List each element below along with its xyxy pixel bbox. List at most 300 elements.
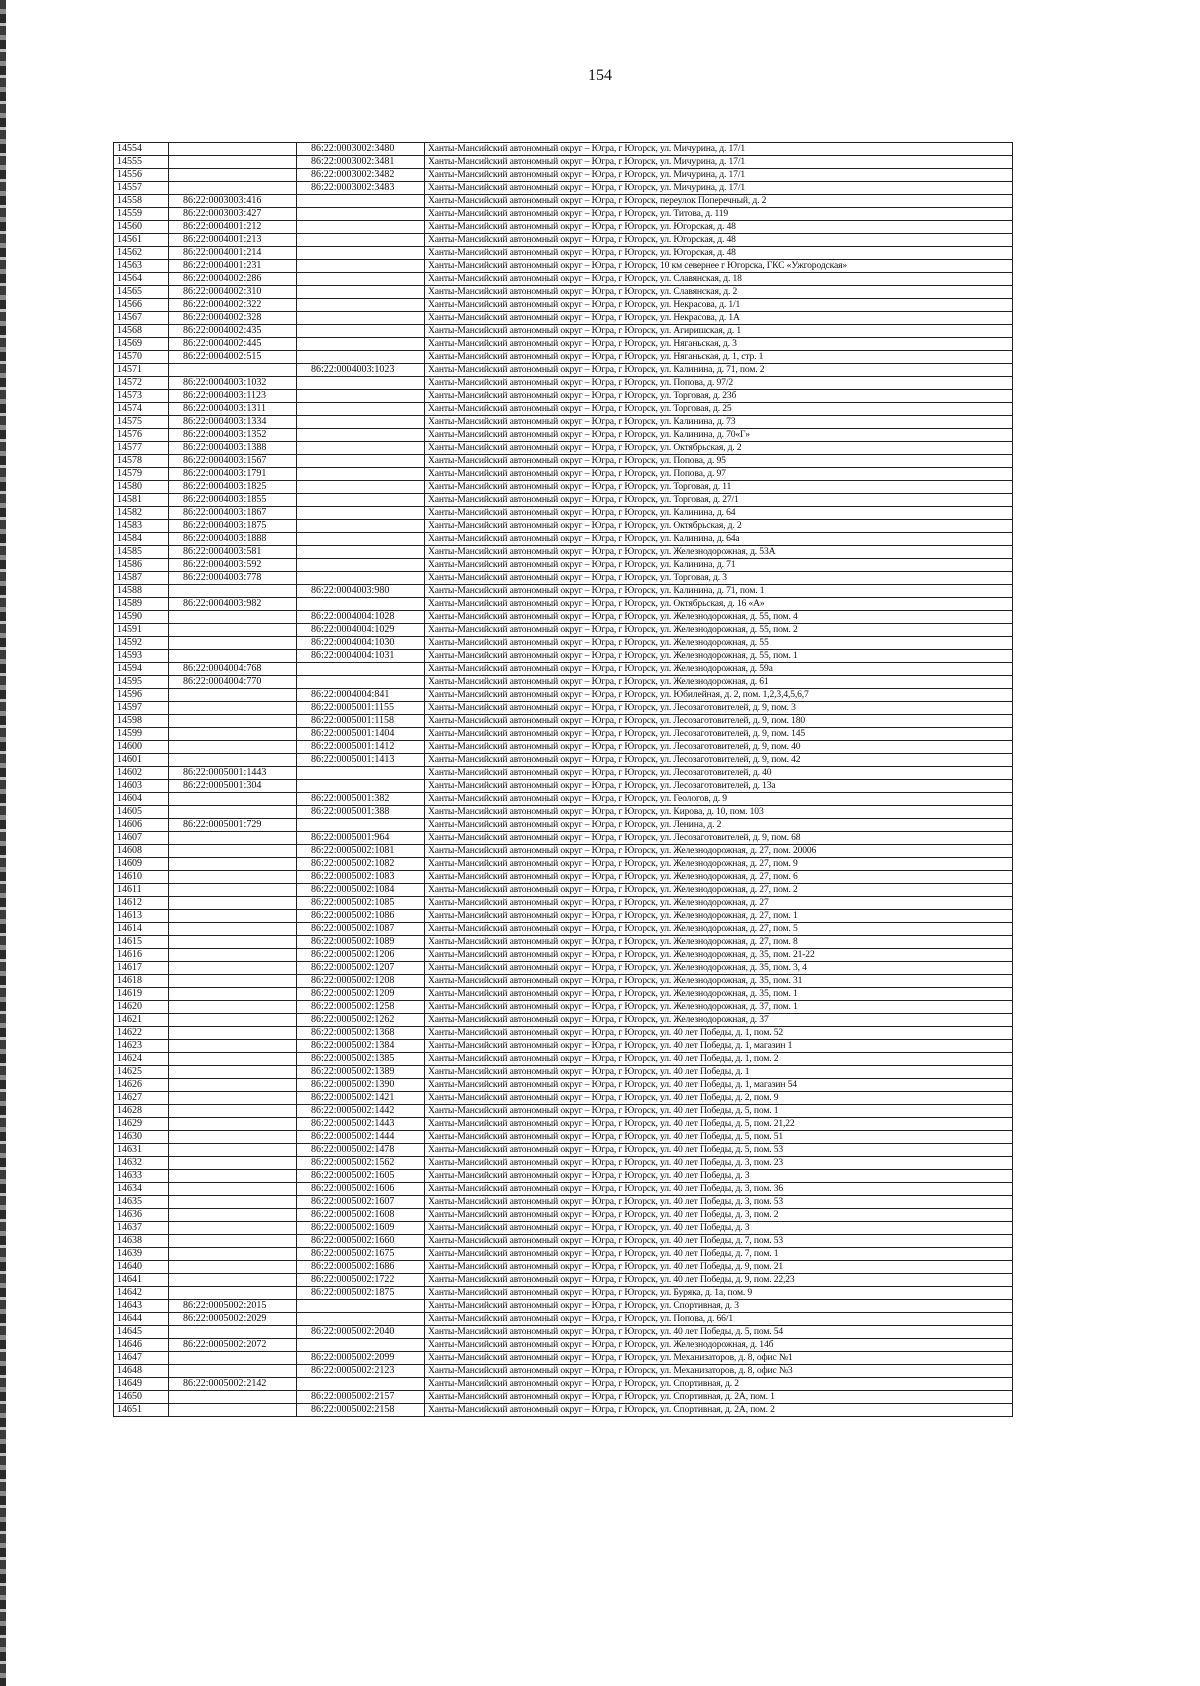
address-cell: Ханты-Мансийский автономный округ – Югра, г Югорск, ул. Югорская, д. 48: [425, 234, 1013, 247]
table-row: [114, 247, 1013, 260]
address-cell: Ханты-Мансийский автономный округ – Югра, г Югорск, ул. 40 лет Победы, д. 3: [425, 1222, 1013, 1235]
table-row: [114, 975, 1013, 988]
row-number-cell: 14650: [114, 1391, 169, 1404]
table-row: [114, 286, 1013, 299]
address-cell: Ханты-Мансийский автономный округ – Югра, г Югорск, ул. Ленина, д. 2: [425, 819, 1013, 832]
address-cell: Ханты-Мансийский автономный округ – Югра, г Югорск, ул. 40 лет Победы, д. 1, пом. 52: [425, 1027, 1013, 1040]
row-number-cell: 14648: [114, 1365, 169, 1378]
register-table-body: [114, 143, 1013, 1417]
table-row: [114, 585, 1013, 598]
row-number-cell: 14635: [114, 1196, 169, 1209]
address-cell: Ханты-Мансийский автономный округ – Югра, г Югорск, ул. Калинина, д. 71: [425, 559, 1013, 572]
land-cadastral-number-cell: 86:22:0004001:214: [169, 247, 297, 260]
table-row: [114, 1391, 1013, 1404]
address-cell: Ханты-Мансийский автономный округ – Югра, г Югорск, ул. Мичурина, д. 17/1: [425, 169, 1013, 182]
building-cadastral-number-cell: 86:22:0005002:1875: [297, 1287, 425, 1300]
land-cadastral-number-cell: 86:22:0004001:231: [169, 260, 297, 273]
address-cell: Ханты-Мансийский автономный округ – Югра, г Югорск, ул. Попова, д. 66/1: [425, 1313, 1013, 1326]
address-cell: Ханты-Мансийский автономный округ – Югра, г Югорск, ул. Попова, д. 97: [425, 468, 1013, 481]
row-number-cell: 14622: [114, 1027, 169, 1040]
land-cadastral-number-cell: 86:22:0004001:213: [169, 234, 297, 247]
row-number-cell: 14629: [114, 1118, 169, 1131]
table-row: [114, 858, 1013, 871]
table-row: [114, 156, 1013, 169]
address-cell: Ханты-Мансийский автономный округ – Югра, г Югорск, ул. 40 лет Победы, д. 1, пом. 2: [425, 1053, 1013, 1066]
table-row: [114, 208, 1013, 221]
address-cell: Ханты-Мансийский автономный округ – Югра, г Югорск, ул. Железнодорожная, д. 53А: [425, 546, 1013, 559]
table-row: [114, 741, 1013, 754]
row-number-cell: 14591: [114, 624, 169, 637]
land-cadastral-number-cell: 86:22:0004002:515: [169, 351, 297, 364]
table-row: [114, 780, 1013, 793]
building-cadastral-number-cell: [297, 1378, 425, 1391]
land-cadastral-number-cell: 86:22:0003003:416: [169, 195, 297, 208]
land-cadastral-number-cell: [169, 637, 297, 650]
address-cell: Ханты-Мансийский автономный округ – Югра, г Югорск, ул. Некрасова, д. 1/1: [425, 299, 1013, 312]
row-number-cell: 14607: [114, 832, 169, 845]
row-number-cell: 14640: [114, 1261, 169, 1274]
address-cell: Ханты-Мансийский автономный округ – Югра, г Югорск, ул. 40 лет Победы, д. 2, пом. 9: [425, 1092, 1013, 1105]
building-cadastral-number-cell: 86:22:0005001:388: [297, 806, 425, 819]
table-row: [114, 910, 1013, 923]
table-row: [114, 1274, 1013, 1287]
table-row: [114, 442, 1013, 455]
building-cadastral-number-cell: 86:22:0005002:1478: [297, 1144, 425, 1157]
table-row: [114, 1027, 1013, 1040]
address-cell: Ханты-Мансийский автономный округ – Югра, г Югорск, ул. Лесозаготовителей, д. 13а: [425, 780, 1013, 793]
table-row: [114, 1014, 1013, 1027]
address-cell: Ханты-Мансийский автономный округ – Югра, г Югорск, ул. Железнодорожная, д. 37, пом. 1: [425, 1001, 1013, 1014]
address-cell: Ханты-Мансийский автономный округ – Югра, г Югорск, ул. 40 лет Победы, д. 7, пом. 53: [425, 1235, 1013, 1248]
row-number-cell: 14559: [114, 208, 169, 221]
land-cadastral-number-cell: [169, 897, 297, 910]
row-number-cell: 14623: [114, 1040, 169, 1053]
address-cell: Ханты-Мансийский автономный округ – Югра, г Югорск, ул. Мичурина, д. 17/1: [425, 143, 1013, 156]
row-number-cell: 14554: [114, 143, 169, 156]
land-cadastral-number-cell: 86:22:0004002:310: [169, 286, 297, 299]
row-number-cell: 14564: [114, 273, 169, 286]
land-cadastral-number-cell: 86:22:0004003:1352: [169, 429, 297, 442]
row-number-cell: 14647: [114, 1352, 169, 1365]
table-row: [114, 871, 1013, 884]
building-cadastral-number-cell: 86:22:0005002:2040: [297, 1326, 425, 1339]
row-number-cell: 14572: [114, 377, 169, 390]
table-row: [114, 1378, 1013, 1391]
building-cadastral-number-cell: [297, 663, 425, 676]
table-row: [114, 1066, 1013, 1079]
building-cadastral-number-cell: [297, 455, 425, 468]
row-number-cell: 14619: [114, 988, 169, 1001]
land-cadastral-number-cell: [169, 936, 297, 949]
address-cell: Ханты-Мансийский автономный округ – Югра, г Югорск, ул. Железнодорожная, д. 14б: [425, 1339, 1013, 1352]
land-cadastral-number-cell: [169, 871, 297, 884]
address-cell: Ханты-Мансийский автономный округ – Югра, г Югорск, ул. 40 лет Победы, д. 5, пом. 1: [425, 1105, 1013, 1118]
row-number-cell: 14613: [114, 910, 169, 923]
address-cell: Ханты-Мансийский автономный округ – Югра, г Югорск, ул. Железнодорожная, д. 35, пом. 31: [425, 975, 1013, 988]
row-number-cell: 14568: [114, 325, 169, 338]
table-row: [114, 325, 1013, 338]
address-cell: Ханты-Мансийский автономный округ – Югра, г Югорск, ул. Буряка, д. 1а, пом. 9: [425, 1287, 1013, 1300]
row-number-cell: 14573: [114, 390, 169, 403]
row-number-cell: 14625: [114, 1066, 169, 1079]
land-cadastral-number-cell: [169, 156, 297, 169]
row-number-cell: 14594: [114, 663, 169, 676]
address-cell: Ханты-Мансийский автономный округ – Югра, г Югорск, ул. Железнодорожная, д. 27, пом. 20006: [425, 845, 1013, 858]
row-number-cell: 14589: [114, 598, 169, 611]
building-cadastral-number-cell: 86:22:0005002:1209: [297, 988, 425, 1001]
table-row: [114, 1092, 1013, 1105]
address-cell: Ханты-Мансийский автономный округ – Югра, г Югорск, ул. Калинина, д. 64: [425, 507, 1013, 520]
building-cadastral-number-cell: [297, 442, 425, 455]
row-number-cell: 14642: [114, 1287, 169, 1300]
land-cadastral-number-cell: [169, 1222, 297, 1235]
land-cadastral-number-cell: [169, 1183, 297, 1196]
table-row: [114, 949, 1013, 962]
building-cadastral-number-cell: 86:22:0005002:1390: [297, 1079, 425, 1092]
building-cadastral-number-cell: 86:22:0005002:1385: [297, 1053, 425, 1066]
row-number-cell: 14627: [114, 1092, 169, 1105]
table-row: [114, 273, 1013, 286]
address-cell: Ханты-Мансийский автономный округ – Югра, г Югорск, ул. Мичурина, д. 17/1: [425, 156, 1013, 169]
building-cadastral-number-cell: 86:22:0005002:1083: [297, 871, 425, 884]
table-row: [114, 351, 1013, 364]
address-cell: Ханты-Мансийский автономный округ – Югра, г Югорск, ул. Спортивная, д. 3: [425, 1300, 1013, 1313]
table-row: [114, 416, 1013, 429]
land-cadastral-number-cell: [169, 884, 297, 897]
table-row: [114, 1001, 1013, 1014]
building-cadastral-number-cell: 86:22:0004004:1029: [297, 624, 425, 637]
building-cadastral-number-cell: 86:22:0005002:1084: [297, 884, 425, 897]
building-cadastral-number-cell: 86:22:0005002:1675: [297, 1248, 425, 1261]
land-cadastral-number-cell: [169, 1092, 297, 1105]
building-cadastral-number-cell: 86:22:0005001:1404: [297, 728, 425, 741]
building-cadastral-number-cell: 86:22:0005002:1606: [297, 1183, 425, 1196]
land-cadastral-number-cell: [169, 1040, 297, 1053]
address-cell: Ханты-Мансийский автономный округ – Югра, г Югорск, ул. Геологов, д. 9: [425, 793, 1013, 806]
address-cell: Ханты-Мансийский автономный округ – Югра, г Югорск, ул. 40 лет Победы, д. 7, пом. 1: [425, 1248, 1013, 1261]
building-cadastral-number-cell: 86:22:0005002:1262: [297, 1014, 425, 1027]
address-cell: Ханты-Мансийский автономный округ – Югра, г Югорск, ул. Железнодорожная, д. 55, пом. 1: [425, 650, 1013, 663]
table-row: [114, 221, 1013, 234]
table-row: [114, 702, 1013, 715]
table-row: [114, 143, 1013, 156]
row-number-cell: 14637: [114, 1222, 169, 1235]
building-cadastral-number-cell: 86:22:0004004:1030: [297, 637, 425, 650]
table-row: [114, 1365, 1013, 1378]
building-cadastral-number-cell: [297, 416, 425, 429]
row-number-cell: 14631: [114, 1144, 169, 1157]
table-row: [114, 1040, 1013, 1053]
table-row: [114, 936, 1013, 949]
table-row: [114, 1183, 1013, 1196]
address-cell: Ханты-Мансийский автономный округ – Югра, г Югорск, ул. 40 лет Победы, д. 9, пом. 22,23: [425, 1274, 1013, 1287]
land-cadastral-number-cell: [169, 845, 297, 858]
row-number-cell: 14608: [114, 845, 169, 858]
building-cadastral-number-cell: 86:22:0005002:1208: [297, 975, 425, 988]
table-row: [114, 767, 1013, 780]
building-cadastral-number-cell: [297, 494, 425, 507]
land-cadastral-number-cell: 86:22:0005001:1443: [169, 767, 297, 780]
row-number-cell: 14593: [114, 650, 169, 663]
table-row: [114, 481, 1013, 494]
building-cadastral-number-cell: 86:22:0004004:841: [297, 689, 425, 702]
address-cell: Ханты-Мансийский автономный округ – Югра, г Югорск, ул. 40 лет Победы, д. 3, пом. 53: [425, 1196, 1013, 1209]
land-cadastral-number-cell: 86:22:0004004:770: [169, 676, 297, 689]
address-cell: Ханты-Мансийский автономный округ – Югра, г Югорск, ул. Железнодорожная, д. 59а: [425, 663, 1013, 676]
land-cadastral-number-cell: 86:22:0004002:328: [169, 312, 297, 325]
building-cadastral-number-cell: [297, 286, 425, 299]
land-cadastral-number-cell: [169, 1209, 297, 1222]
address-cell: Ханты-Мансийский автономный округ – Югра, г Югорск, ул. Няганьская, д. 1, стр. 1: [425, 351, 1013, 364]
address-register-table: [113, 142, 1013, 1417]
row-number-cell: 14600: [114, 741, 169, 754]
land-cadastral-number-cell: [169, 1248, 297, 1261]
building-cadastral-number-cell: 86:22:0005002:1081: [297, 845, 425, 858]
address-cell: Ханты-Мансийский автономный округ – Югра, г Югорск, ул. Кирова, д. 10, пом. 103: [425, 806, 1013, 819]
building-cadastral-number-cell: [297, 1313, 425, 1326]
land-cadastral-number-cell: [169, 1352, 297, 1365]
address-cell: Ханты-Мансийский автономный округ – Югра, г Югорск, ул. Торговая, д. 23б: [425, 390, 1013, 403]
building-cadastral-number-cell: 86:22:0005002:1207: [297, 962, 425, 975]
address-cell: Ханты-Мансийский автономный округ – Югра, г Югорск, ул. Октябрьская, д. 2: [425, 442, 1013, 455]
land-cadastral-number-cell: [169, 1391, 297, 1404]
building-cadastral-number-cell: 86:22:0005002:2099: [297, 1352, 425, 1365]
table-row: [114, 611, 1013, 624]
table-row: [114, 1105, 1013, 1118]
address-cell: Ханты-Мансийский автономный округ – Югра, г Югорск, ул. 40 лет Победы, д. 5, пом. 53: [425, 1144, 1013, 1157]
land-cadastral-number-cell: [169, 741, 297, 754]
table-row: [114, 715, 1013, 728]
row-number-cell: 14560: [114, 221, 169, 234]
table-row: [114, 884, 1013, 897]
address-cell: Ханты-Мансийский автономный округ – Югра, г Югорск, ул. Попова, д. 95: [425, 455, 1013, 468]
row-number-cell: 14576: [114, 429, 169, 442]
building-cadastral-number-cell: 86:22:0005002:1443: [297, 1118, 425, 1131]
table-row: [114, 403, 1013, 416]
building-cadastral-number-cell: 86:22:0004004:1028: [297, 611, 425, 624]
row-number-cell: 14651: [114, 1404, 169, 1417]
row-number-cell: 14646: [114, 1339, 169, 1352]
table-row: [114, 1170, 1013, 1183]
row-number-cell: 14601: [114, 754, 169, 767]
building-cadastral-number-cell: 86:22:0005002:1089: [297, 936, 425, 949]
row-number-cell: 14636: [114, 1209, 169, 1222]
row-number-cell: 14597: [114, 702, 169, 715]
building-cadastral-number-cell: 86:22:0005001:1155: [297, 702, 425, 715]
building-cadastral-number-cell: 86:22:0004003:980: [297, 585, 425, 598]
row-number-cell: 14639: [114, 1248, 169, 1261]
building-cadastral-number-cell: [297, 208, 425, 221]
building-cadastral-number-cell: [297, 767, 425, 780]
building-cadastral-number-cell: [297, 533, 425, 546]
address-cell: Ханты-Мансийский автономный округ – Югра, г Югорск, ул. Спортивная, д. 2А, пом. 1: [425, 1391, 1013, 1404]
land-cadastral-number-cell: 86:22:0004003:581: [169, 546, 297, 559]
table-row: [114, 1053, 1013, 1066]
building-cadastral-number-cell: 86:22:0005002:1421: [297, 1092, 425, 1105]
land-cadastral-number-cell: [169, 1053, 297, 1066]
address-cell: Ханты-Мансийский автономный округ – Югра, г Югорск, ул. Лесозаготовителей, д. 9, пом. 180: [425, 715, 1013, 728]
building-cadastral-number-cell: [297, 195, 425, 208]
table-row: [114, 1261, 1013, 1274]
land-cadastral-number-cell: 86:22:0004001:212: [169, 221, 297, 234]
address-cell: Ханты-Мансийский автономный округ – Югра, г Югорск, ул. Лесозаготовителей, д. 9, пом. 3: [425, 702, 1013, 715]
land-cadastral-number-cell: [169, 962, 297, 975]
row-number-cell: 14628: [114, 1105, 169, 1118]
building-cadastral-number-cell: 86:22:0005002:1686: [297, 1261, 425, 1274]
address-cell: Ханты-Мансийский автономный округ – Югра, г Югорск, переулок Поперечный, д. 2: [425, 195, 1013, 208]
land-cadastral-number-cell: [169, 364, 297, 377]
land-cadastral-number-cell: [169, 1326, 297, 1339]
table-row: [114, 793, 1013, 806]
land-cadastral-number-cell: [169, 1144, 297, 1157]
land-cadastral-number-cell: [169, 1157, 297, 1170]
address-cell: Ханты-Мансийский автономный округ – Югра, г Югорск, ул. Лесозаготовителей, д. 40: [425, 767, 1013, 780]
table-row: [114, 546, 1013, 559]
table-row: [114, 1209, 1013, 1222]
address-cell: Ханты-Мансийский автономный округ – Югра, г Югорск, ул. Калинина, д. 71, пом. 1: [425, 585, 1013, 598]
address-cell: Ханты-Мансийский автономный округ – Югра, г Югорск, ул. Октябрьская, д. 16 «А»: [425, 598, 1013, 611]
address-cell: Ханты-Мансийский автономный округ – Югра, г Югорск, ул. Мичурина, д. 17/1: [425, 182, 1013, 195]
row-number-cell: 14641: [114, 1274, 169, 1287]
row-number-cell: 14566: [114, 299, 169, 312]
row-number-cell: 14606: [114, 819, 169, 832]
table-row: [114, 455, 1013, 468]
building-cadastral-number-cell: 86:22:0003002:3481: [297, 156, 425, 169]
row-number-cell: 14643: [114, 1300, 169, 1313]
building-cadastral-number-cell: [297, 312, 425, 325]
address-cell: Ханты-Мансийский автономный округ – Югра, г Югорск, ул. Торговая, д. 11: [425, 481, 1013, 494]
table-row: [114, 507, 1013, 520]
building-cadastral-number-cell: 86:22:0003002:3482: [297, 169, 425, 182]
address-cell: Ханты-Мансийский автономный округ – Югра, г Югорск, ул. 40 лет Победы, д. 1: [425, 1066, 1013, 1079]
table-row: [114, 1131, 1013, 1144]
address-cell: Ханты-Мансийский автономный округ – Югра, г Югорск, ул. 40 лет Победы, д. 9, пом. 21: [425, 1261, 1013, 1274]
table-row: [114, 1235, 1013, 1248]
land-cadastral-number-cell: [169, 611, 297, 624]
row-number-cell: 14588: [114, 585, 169, 598]
address-cell: Ханты-Мансийский автономный округ – Югра, г Югорск, ул. Железнодорожная, д. 27, пом. 6: [425, 871, 1013, 884]
land-cadastral-number-cell: [169, 650, 297, 663]
address-cell: Ханты-Мансийский автономный округ – Югра, г Югорск, ул. Железнодорожная, д. 27, пом. 1: [425, 910, 1013, 923]
table-row: [114, 754, 1013, 767]
building-cadastral-number-cell: [297, 260, 425, 273]
land-cadastral-number-cell: 86:22:0004003:1334: [169, 416, 297, 429]
address-cell: Ханты-Мансийский автономный округ – Югра, г Югорск, ул. Железнодорожная, д. 35, пом. 1: [425, 988, 1013, 1001]
land-cadastral-number-cell: [169, 1079, 297, 1092]
land-cadastral-number-cell: [169, 988, 297, 1001]
address-cell: Ханты-Мансийский автономный округ – Югра, г Югорск, ул. 40 лет Победы, д. 3, пом. 2: [425, 1209, 1013, 1222]
address-cell: Ханты-Мансийский автономный округ – Югра, г Югорск, ул. Славянская, д. 2: [425, 286, 1013, 299]
row-number-cell: 14649: [114, 1378, 169, 1391]
address-cell: Ханты-Мансийский автономный округ – Югра, г Югорск, ул. 40 лет Победы, д. 5, пом. 54: [425, 1326, 1013, 1339]
building-cadastral-number-cell: 86:22:0005002:2123: [297, 1365, 425, 1378]
table-row: [114, 728, 1013, 741]
address-cell: Ханты-Мансийский автономный округ – Югра, г Югорск, ул. Спортивная, д. 2А, пом. 2: [425, 1404, 1013, 1417]
row-number-cell: 14603: [114, 780, 169, 793]
building-cadastral-number-cell: 86:22:0005002:1258: [297, 1001, 425, 1014]
table-row: [114, 533, 1013, 546]
row-number-cell: 14581: [114, 494, 169, 507]
table-row: [114, 1118, 1013, 1131]
building-cadastral-number-cell: [297, 390, 425, 403]
table-row: [114, 832, 1013, 845]
row-number-cell: 14577: [114, 442, 169, 455]
table-row: [114, 624, 1013, 637]
building-cadastral-number-cell: [297, 273, 425, 286]
building-cadastral-number-cell: 86:22:0005001:1412: [297, 741, 425, 754]
address-cell: Ханты-Мансийский автономный округ – Югра, г Югорск, ул. 40 лет Победы, д. 1, магазин 1: [425, 1040, 1013, 1053]
building-cadastral-number-cell: 86:22:0005001:964: [297, 832, 425, 845]
row-number-cell: 14618: [114, 975, 169, 988]
table-row: [114, 819, 1013, 832]
address-cell: Ханты-Мансийский автономный округ – Югра, г Югорск, ул. Железнодорожная, д. 27, пом. 8: [425, 936, 1013, 949]
land-cadastral-number-cell: [169, 832, 297, 845]
land-cadastral-number-cell: [169, 1287, 297, 1300]
table-row: [114, 637, 1013, 650]
address-cell: Ханты-Мансийский автономный округ – Югра, г Югорск, ул. Агиришская, д. 1: [425, 325, 1013, 338]
row-number-cell: 14596: [114, 689, 169, 702]
table-row: [114, 377, 1013, 390]
land-cadastral-number-cell: [169, 1066, 297, 1079]
building-cadastral-number-cell: 86:22:0005002:1442: [297, 1105, 425, 1118]
land-cadastral-number-cell: 86:22:0003003:427: [169, 208, 297, 221]
address-cell: Ханты-Мансийский автономный округ – Югра, г Югорск, ул. Спортивная, д. 2: [425, 1378, 1013, 1391]
building-cadastral-number-cell: 86:22:0005002:2158: [297, 1404, 425, 1417]
land-cadastral-number-cell: 86:22:0004003:1855: [169, 494, 297, 507]
building-cadastral-number-cell: [297, 819, 425, 832]
address-cell: Ханты-Мансийский автономный округ – Югра, г Югорск, ул. Железнодорожная, д. 55: [425, 637, 1013, 650]
table-row: [114, 429, 1013, 442]
row-number-cell: 14624: [114, 1053, 169, 1066]
land-cadastral-number-cell: [169, 793, 297, 806]
table-row: [114, 195, 1013, 208]
land-cadastral-number-cell: 86:22:0005001:304: [169, 780, 297, 793]
building-cadastral-number-cell: [297, 468, 425, 481]
address-cell: Ханты-Мансийский автономный округ – Югра, г Югорск, ул. Югорская, д. 48: [425, 247, 1013, 260]
land-cadastral-number-cell: 86:22:0004002:286: [169, 273, 297, 286]
land-cadastral-number-cell: [169, 1235, 297, 1248]
land-cadastral-number-cell: [169, 1001, 297, 1014]
land-cadastral-number-cell: [169, 585, 297, 598]
row-number-cell: 14611: [114, 884, 169, 897]
address-cell: Ханты-Мансийский автономный округ – Югра, г Югорск, ул. Железнодорожная, д. 27, пом. 5: [425, 923, 1013, 936]
land-cadastral-number-cell: [169, 689, 297, 702]
land-cadastral-number-cell: 86:22:0004003:1388: [169, 442, 297, 455]
building-cadastral-number-cell: 86:22:0005002:1206: [297, 949, 425, 962]
building-cadastral-number-cell: 86:22:0004003:1023: [297, 364, 425, 377]
row-number-cell: 14604: [114, 793, 169, 806]
row-number-cell: 14586: [114, 559, 169, 572]
table-row: [114, 364, 1013, 377]
table-row: [114, 650, 1013, 663]
address-cell: Ханты-Мансийский автономный округ – Югра, г Югорск, ул. Лесозаготовителей, д. 9, пом. 145: [425, 728, 1013, 741]
land-cadastral-number-cell: [169, 143, 297, 156]
address-cell: Ханты-Мансийский автономный округ – Югра, г Югорск, ул. Калинина, д. 64а: [425, 533, 1013, 546]
row-number-cell: 14614: [114, 923, 169, 936]
building-cadastral-number-cell: [297, 351, 425, 364]
table-row: [114, 806, 1013, 819]
land-cadastral-number-cell: 86:22:0005002:2015: [169, 1300, 297, 1313]
building-cadastral-number-cell: [297, 234, 425, 247]
table-row: [114, 1248, 1013, 1261]
land-cadastral-number-cell: [169, 858, 297, 871]
table-row: [114, 338, 1013, 351]
table-row: [114, 1313, 1013, 1326]
row-number-cell: 14570: [114, 351, 169, 364]
row-number-cell: 14582: [114, 507, 169, 520]
building-cadastral-number-cell: [297, 481, 425, 494]
land-cadastral-number-cell: 86:22:0004002:322: [169, 299, 297, 312]
